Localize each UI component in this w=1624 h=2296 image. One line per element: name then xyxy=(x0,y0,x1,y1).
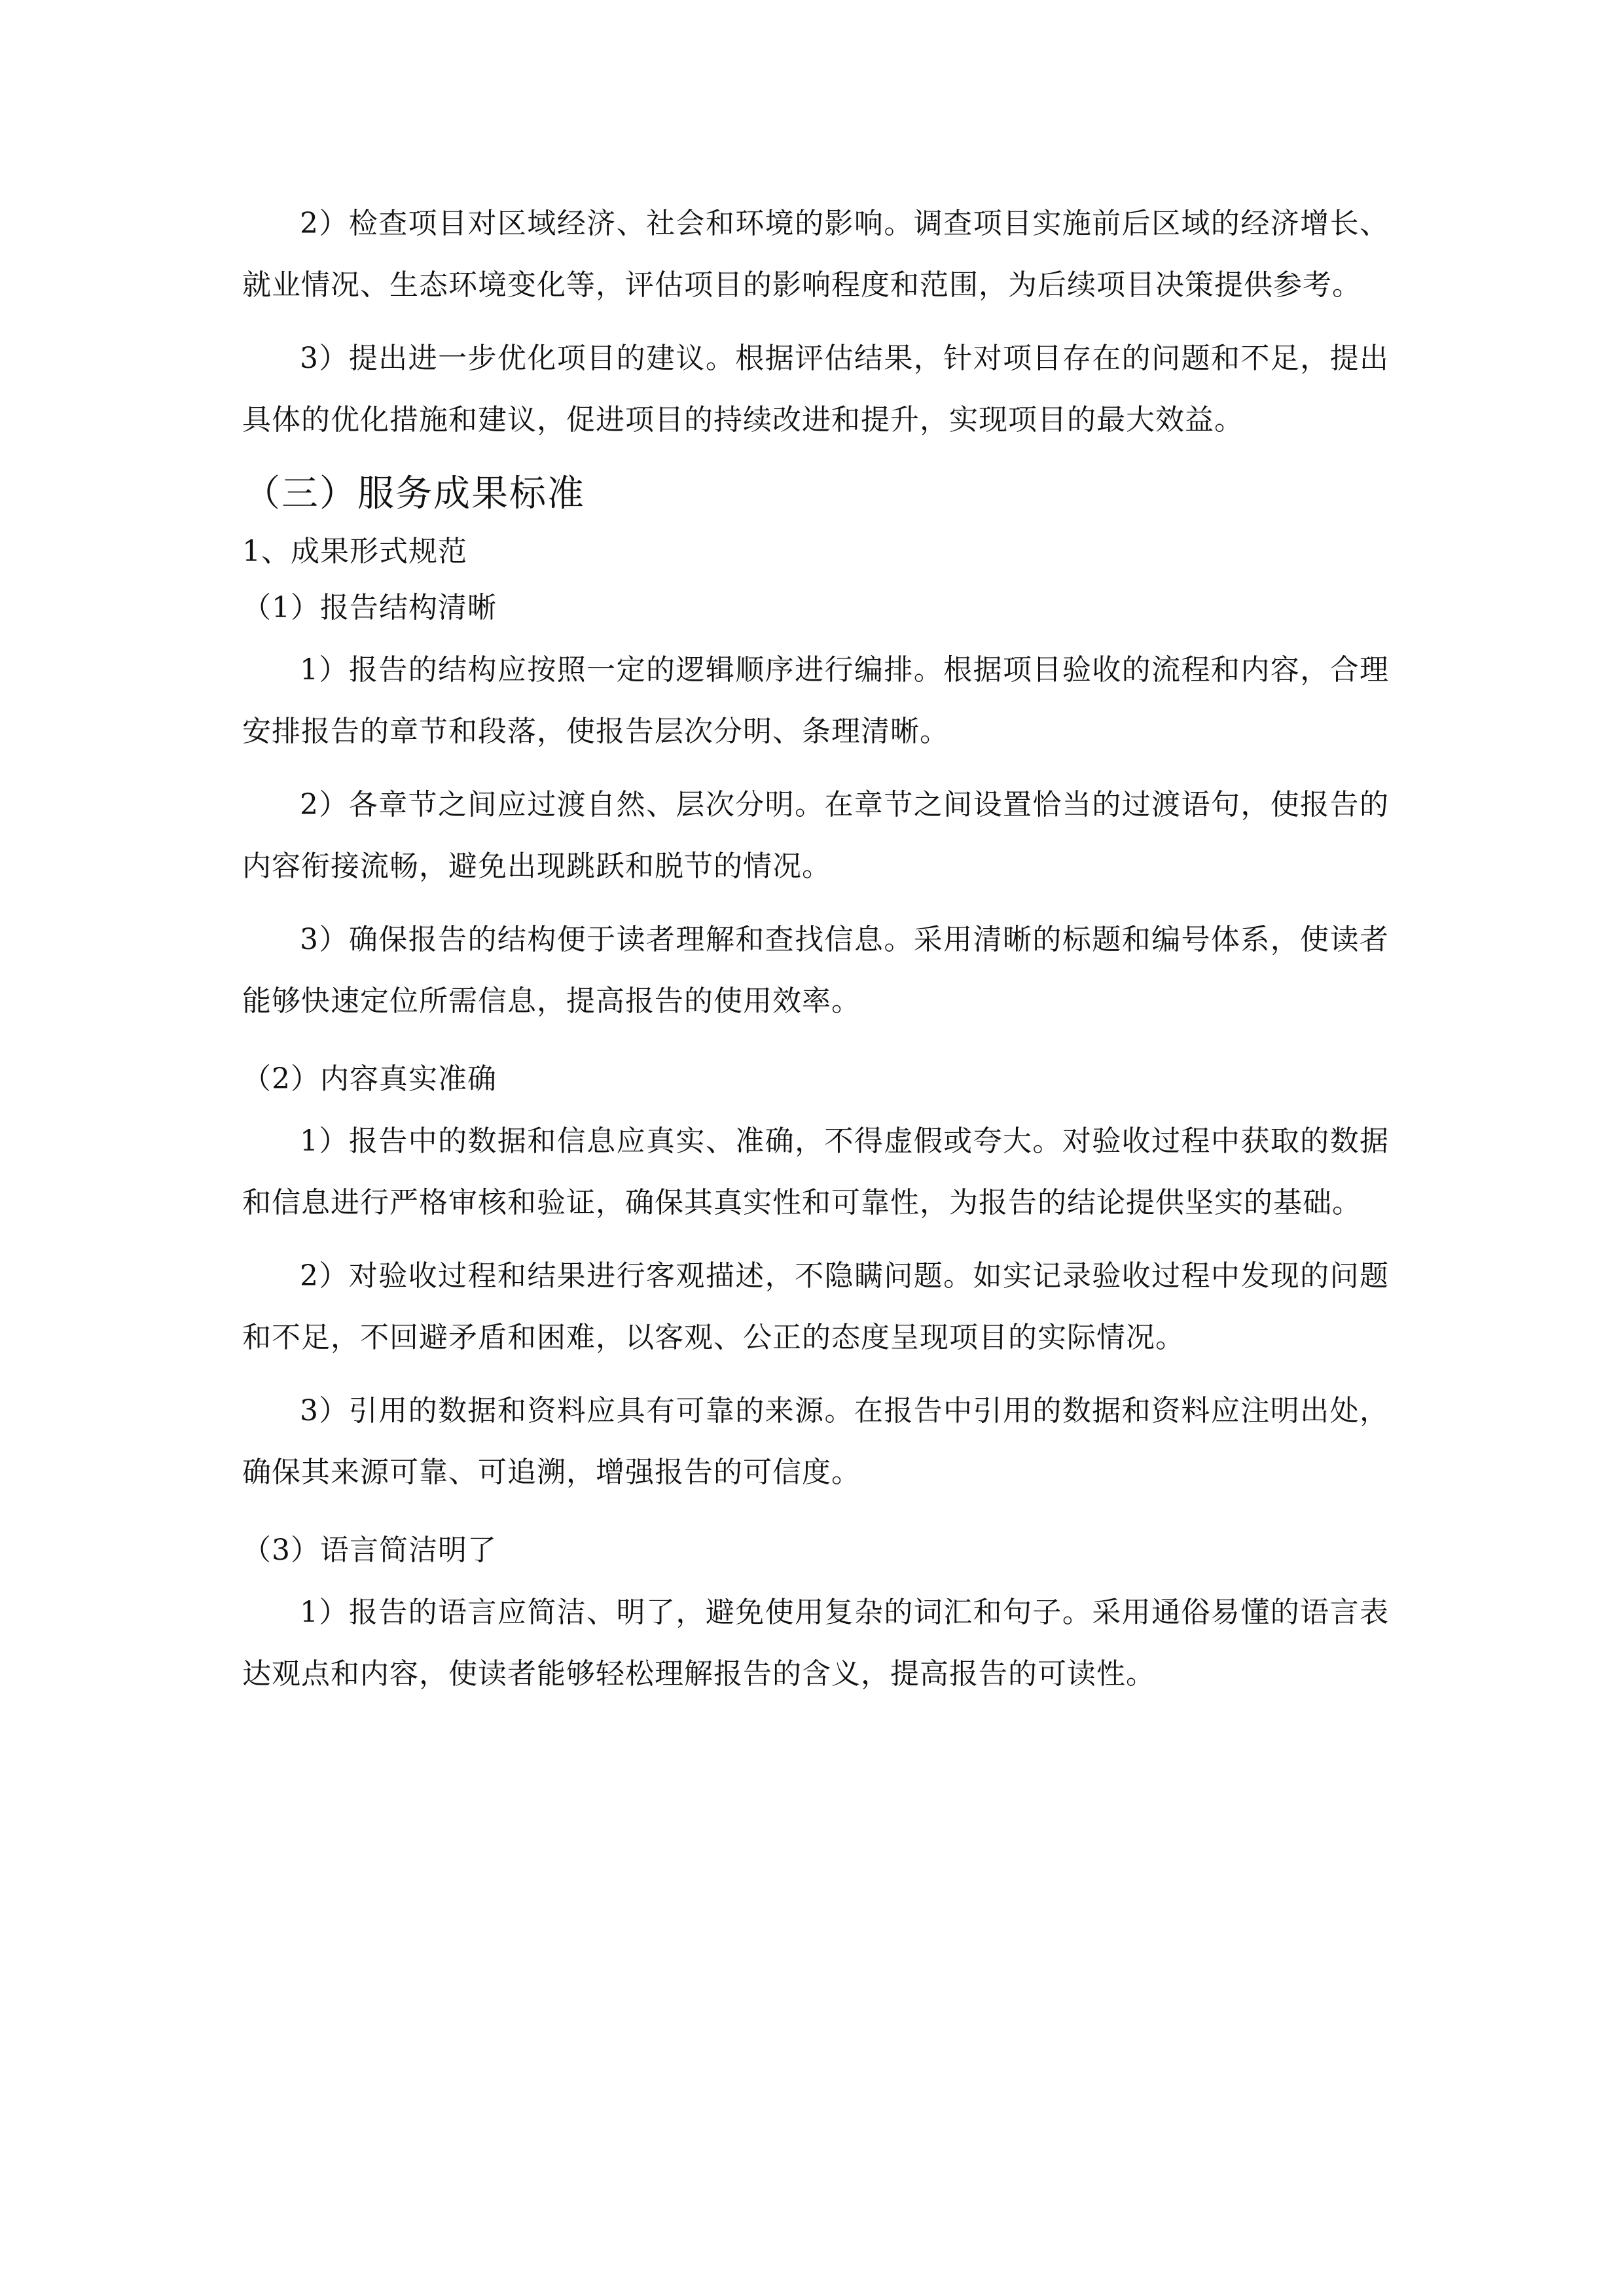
paragraph-structure-2: 2）各章节之间应过渡自然、层次分明。在章节之间设置恰当的过渡语句，使报告的内容衔接流畅，避免出现跳跃和脱节的情况。 xyxy=(242,788,1389,883)
document-body xyxy=(242,193,1389,1717)
paragraph-language-1: 1）报告的语言应简洁、明了，避免使用复杂的词汇和句子。采用通俗易懂的语言表达观点和内容，使读者能够轻松理解报告的含义，提高报告的可读性。 xyxy=(242,1596,1389,1691)
section-heading: （三）服务成果标准 xyxy=(244,473,585,515)
item-heading-accuracy: （2）内容真实准确 xyxy=(242,1062,497,1096)
subsection-heading: 1、成果形式规范 xyxy=(242,535,467,568)
paragraph-optimization-suggestions: 3）提出进一步优化项目的建议。根据评估结果，针对项目存在的问题和不足，提出具体的优化措施和建议，促进项目的持续改进和提升，实现项目的最大效益。 xyxy=(242,342,1389,437)
paragraph-accuracy-2: 2）对验收过程和结果进行客观描述，不隐瞒问题。如实记录验收过程中发现的问题和不足，不回避矛盾和困难，以客观、公正的态度呈现项目的实际情况。 xyxy=(242,1259,1389,1354)
paragraph-accuracy-3: 3）引用的数据和资料应具有可靠的来源。在报告中引用的数据和资料应注明出处，确保其来源可靠、可追溯，增强报告的可信度。 xyxy=(242,1394,1389,1489)
paragraph-structure-1: 1）报告的结构应按照一定的逻辑顺序进行编排。根据项目验收的流程和内容，合理安排报告的章节和段落，使报告层次分明、条理清晰。 xyxy=(242,653,1389,748)
item-heading-structure: （1）报告结构清晰 xyxy=(242,591,497,624)
paragraph-accuracy-1: 1）报告中的数据和信息应真实、准确，不得虚假或夸大。对验收过程中获取的数据和信息进行严格审核和验证，确保其真实性和可靠性，为报告的结论提供坚实的基础。 xyxy=(242,1124,1389,1219)
paragraph-structure-3: 3）确保报告的结构便于读者理解和查找信息。采用清晰的标题和编号体系，使读者能够快速定位所需信息，提高报告的使用效率。 xyxy=(242,923,1389,1018)
item-heading-language: （3）语言简洁明了 xyxy=(242,1534,497,1567)
paragraph-impact-check: 2）检查项目对区域经济、社会和环境的影响。调查项目实施前后区域的经济增长、就业情况、生态环境变化等，评估项目的影响程度和范围，为后续项目决策提供参考。 xyxy=(242,207,1389,302)
